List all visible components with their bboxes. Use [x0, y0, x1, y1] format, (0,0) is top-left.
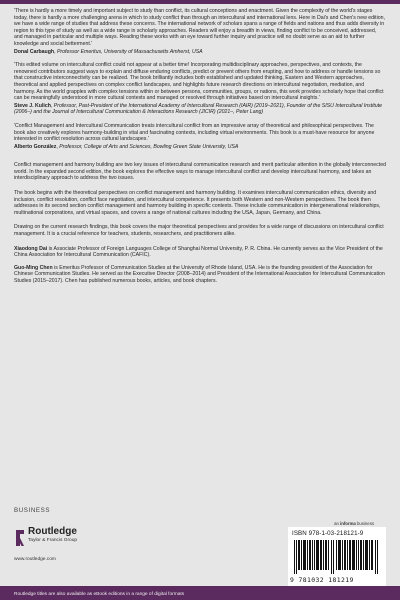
endorsement: [14, 62, 386, 116]
author-bio: [14, 265, 386, 285]
subject-category: BUSINESS: [14, 507, 51, 514]
endorser-affiliation: Professor, Past-President of the International Academy of Intercultural Research (IAIR) (2019–2021), Founder of the SISU Intercultural Institute (2006–) and the Journal of Intercultural Communication & Interactions Research (JICIR) (2021–, Peter Lang): [14, 102, 383, 116]
barcode-digits: 9 781032 181219: [290, 576, 354, 584]
endorsement-text: 'This edited volume on intercultural conflict could not appear at a better time! Incorporating multidisciplinary approaches, perspectives, and contexts, the renowned contributors suggest ways to explain and diffuse enduring conflicts, predict or prevent others from erupting, and how to address or handle tensions so that constructive interconnectivity can be realized. The book brilliantly includes both established and updated thinking, Eastern and Western approaches, theoretical and applied perspectives on complex conflict landscapes, and highlights future research directions on intercultural negotiation, mediation, and harmony. As the world grapples with complex tensions within or between persons, communities, groups, or nations, this work provides scholarly hope that conflict can be meaningfully understood in more cultural contexts and managed or resolved through initiatives based on intercultural insights.': [14, 62, 384, 102]
endorsement-attribution: Alberto González, Professor, College of Arts and Sciences, Bowling Green State University, USA: [14, 143, 239, 150]
top-stripe: [0, 0, 400, 4]
informa-suffix: business: [357, 521, 374, 526]
endorser-name: Donal Carbaugh: [14, 48, 55, 55]
informa-brand: informa: [340, 521, 356, 526]
footer-note: Routledge titles are also available as eBook editions in a range of digital formats: [14, 592, 185, 597]
publisher-name: Routledge: [28, 526, 77, 537]
endorser-affiliation: Professor, College of Arts and Sciences, Bowling Green State University, USA: [59, 143, 239, 150]
description-paragraph: Drawing on the current research findings, this book covers the major theoretical perspectives and provides for a wide range of discussions on intercultural conflict management. It is a crucial reference for teachers, students, researchers, and practitioners alike.: [14, 224, 384, 238]
publisher-logo: [14, 526, 104, 566]
endorsement-text: 'Conflict Management and Intercultural Communication treats intercultural conflict from an impressive array of theoretical and philosophical perspectives. The book also creatively explores harmony-building in vital and fascinating contexts, including virtual environments. This book is a must-have resource for anyone interested in conflict resolution across cultural landscapes.': [14, 122, 375, 143]
barcode-box: [288, 527, 386, 587]
author-name: Guo-Ming Chen: [14, 264, 53, 271]
author-bio-text: is Emeritus Professor of Communication Studies at the University of Rhode Island, USA. He is the founding president of the Association for Chinese Communication Studies. He served as the Executive Director (2008–2014) and President of the International Association for Intercultural Communication Studies (2015–2017). Chen has published numerous books, articles, and book chapters.: [14, 264, 385, 284]
publisher-group: Taylor & Francis Group: [28, 538, 78, 543]
endorsement: [14, 123, 386, 150]
description-paragraph: The book begins with the theoretical perspectives on conflict management and harmony building. It examines intercultural communication ethics, diversity and inclusion, conflict resolution, conflict face negotiation, and intercultural competence. It presents both Western and non-Western perspectives. The book then addresses in its second section conflict management and harmony building in specific contexts. These include communication in intergenerational relationships, multinational corporations, and virtual spaces, and covers a range of national cultures including the USA, Japan, Germany, and China.: [14, 190, 381, 216]
author-bio-text: is Associate Professor of Foreign Languages College of Shanghai Normal University, P. R. China. He currently serves as the Vice President of the China Association for Intercultural Communication (CAFIC).: [14, 245, 383, 259]
endorsement-text: 'There is hardly a more timely and important subject to study than conflict, its cultural conceptions and enactment. Given the complexity of the world's stages today, there is hardly a more challenging arena in which to study conflict than through an intercultural and international lens. Here in Dai's and Chen's new edition, we have a wide range of studies that address these concerns. The international network of scholars spans a range of fields and nations and thus adds diversity in region to this type of study as well as a wide range in scholarly approaches. Readers will enjoy a breadth in views, finding conflict to be conceived, addressed, and managed in particular and multiple ways. Reading these works with an eye toward further inquiry and practice will no doubt serve as an aid to further knowledge and social betterment.': [14, 8, 385, 47]
cover-text: [14, 8, 386, 291]
routledge-mark-icon: [14, 528, 26, 548]
endorser-name: Alberto González: [14, 143, 57, 150]
endorsement-attribution: Donal Carbaugh, Professor Emeritus, University of Massachusetts Amherst, USA: [14, 48, 203, 55]
barcode-icon: [294, 540, 378, 574]
endorsement: [14, 8, 386, 55]
publisher-url[interactable]: www.routledge.com: [14, 557, 56, 562]
author-name: Xiaodong Dai: [14, 245, 48, 252]
endorsement-attribution: Steve J. Kulich, Professor, Past-President of the International Academy of Intercultural Research (IAIR) (2019–2021), Founder of the SISU Intercultural Institute (2006–) and the Journal of Intercultural Communication & Interactions Research (JICIR) (2021–, Peter Lang): [14, 102, 383, 116]
isbn-label: ISBN 978-1-03-218121-9: [292, 530, 364, 537]
informa-prefix: an: [334, 521, 339, 526]
informa-business-label: [334, 521, 374, 526]
endorser-affiliation: Professor Emeritus, University of Massachusetts Amherst, USA: [56, 48, 203, 55]
endorser-name: Steve J. Kulich: [14, 102, 51, 109]
author-bio: [14, 246, 386, 259]
description-paragraph: Conflict management and harmony building are two key issues of intercultural communication research and merit particular attention in the globally interconnected world. In the expanded second edition, the book explores the effective ways to manage intercultural conflict and develop intercultural harmony, and takes an interdisciplinary approach to address the two issues.: [14, 162, 386, 182]
